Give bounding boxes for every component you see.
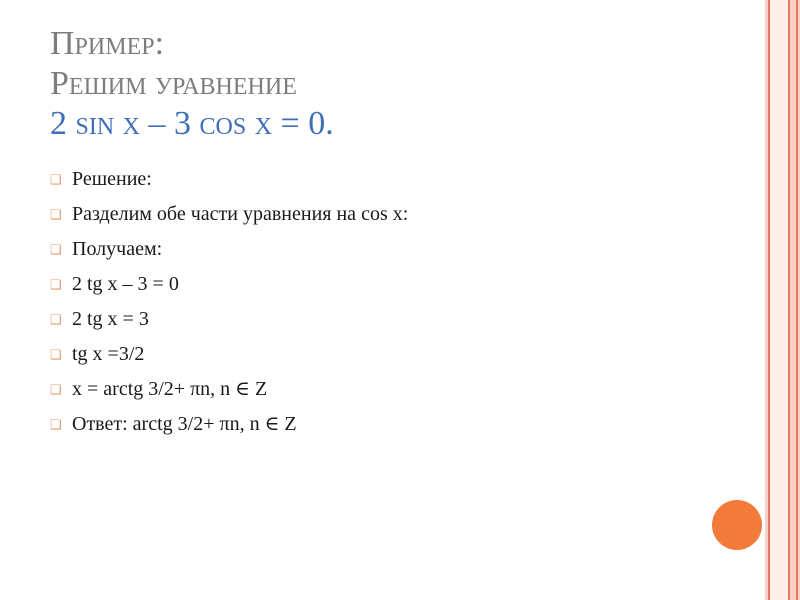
bullet-icon: ❑ <box>50 277 62 292</box>
list-item-text: x = arctg 3/2+ πn, n ∈ Z <box>72 378 268 400</box>
list-item <box>50 267 690 302</box>
list-item <box>50 407 690 442</box>
list-item <box>50 372 690 407</box>
decorative-edge-rail <box>765 0 800 600</box>
bullet-icon: ❑ <box>50 207 62 222</box>
bullet-icon: ❑ <box>50 242 62 257</box>
bullet-icon: ❑ <box>50 347 62 362</box>
bullet-icon: ❑ <box>50 382 62 397</box>
list-item-text: tg x =3/2 <box>72 343 145 365</box>
title-equation: 2 sin x – 3 cos x = 0. <box>50 105 334 142</box>
edge-inner-band <box>770 0 788 600</box>
bullet-icon: ❑ <box>50 172 62 187</box>
list-item <box>50 232 690 267</box>
bullet-icon: ❑ <box>50 312 62 327</box>
list-item-text: 2 tg x = 3 <box>72 308 149 330</box>
slide-title <box>50 24 750 144</box>
bullet-icon: ❑ <box>50 417 62 432</box>
list-item <box>50 302 690 337</box>
list-item-text: Разделим обе части уравнения на cos x: <box>72 203 409 225</box>
list-item <box>50 162 690 197</box>
list-item-text: 2 tg x – 3 = 0 <box>72 273 179 295</box>
edge-line-3 <box>796 0 798 600</box>
title-line-2: Решим уравнение <box>50 65 297 102</box>
solution-list <box>50 162 690 442</box>
list-item <box>50 337 690 372</box>
edge-line-2 <box>788 0 790 600</box>
list-item-text: Ответ: arctg 3/2+ πn, n ∈ Z <box>72 413 297 435</box>
edge-line-1 <box>768 0 770 600</box>
list-item-text: Решение: <box>72 168 152 190</box>
list-item-text: Получаем: <box>72 238 163 260</box>
list-item <box>50 197 690 232</box>
decorative-orange-circle <box>712 500 762 550</box>
title-line-1: Пример: <box>50 25 165 62</box>
